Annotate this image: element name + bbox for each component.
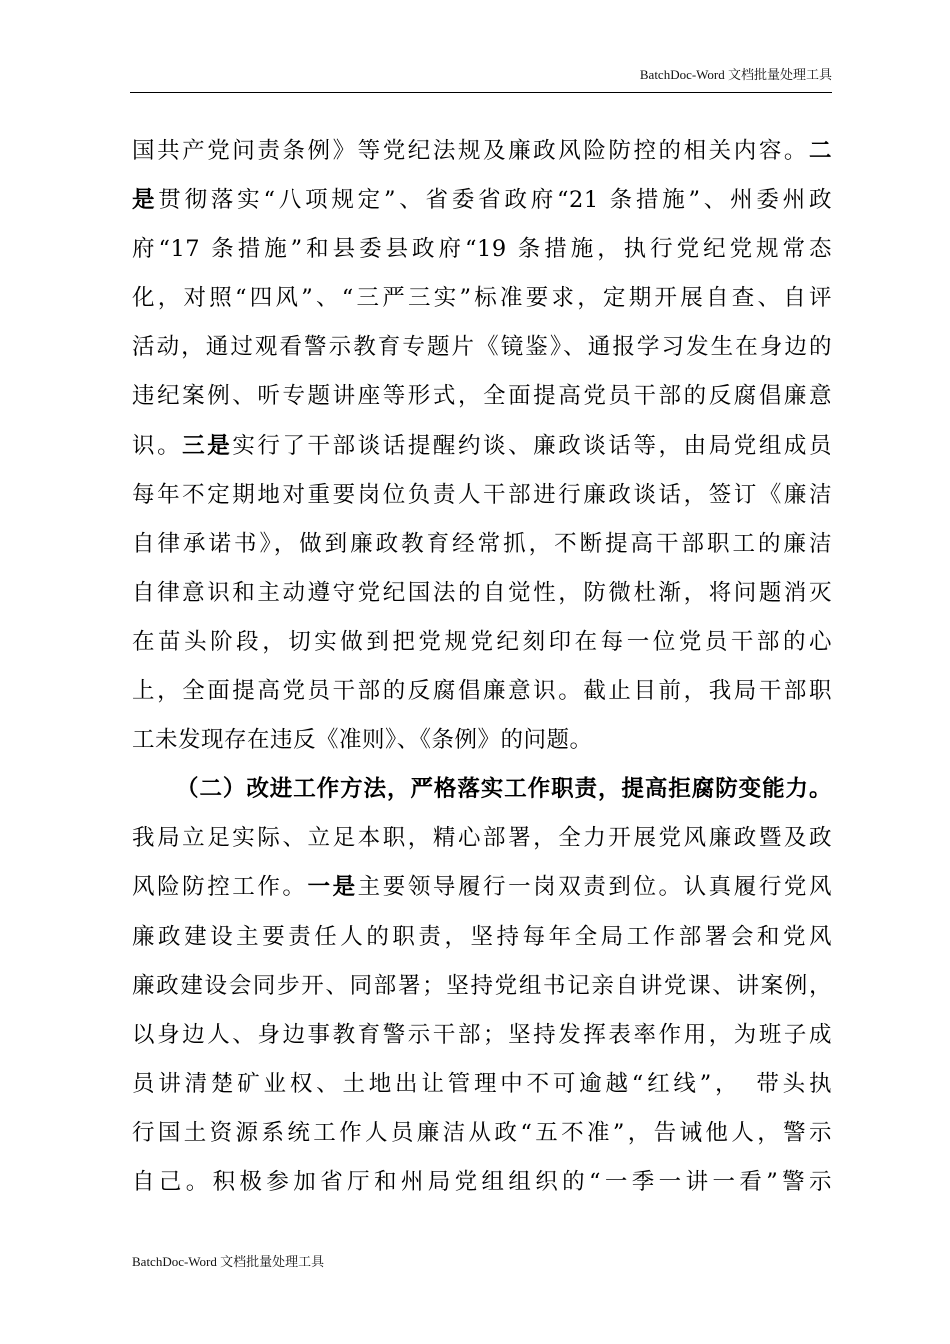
text-segment: 违纪案例、听专题讲座等形式，全面提高党员干部的反腐倡廉意 [132, 383, 832, 410]
text-line [132, 716, 832, 765]
text-line [132, 471, 832, 520]
text-line [132, 913, 832, 962]
text-line [132, 274, 832, 323]
page-header: BatchDoc-Word 文档批量处理工具 [639, 67, 832, 82]
text-segment: 自律承诺书》，做到廉政教育经常抓，不断提高干部职工的廉洁 [132, 530, 832, 557]
text-line [132, 962, 832, 1011]
text-segment: 每年不定期地对重要岗位负责人干部进行廉政谈话，签订《廉洁 [132, 481, 832, 508]
text-line [132, 863, 832, 912]
text-line [132, 422, 832, 471]
page-footer: BatchDoc-Word 文档批量处理工具 [132, 1254, 325, 1269]
bold-text-segment: 二 [808, 138, 832, 164]
text-segment: 主要领导履行一岗双责到位。认真履行党风 [357, 874, 832, 901]
text-line [132, 814, 832, 863]
text-line [132, 569, 832, 618]
text-line [132, 1060, 832, 1109]
text-line [132, 225, 832, 274]
text-segment: 风险防控工作。 [132, 874, 308, 901]
text-line [132, 618, 832, 667]
text-segment: 自律意识和主动遵守党纪国法的自觉性，防微杜渐，将问题消灭 [132, 579, 832, 606]
bold-text-segment: 三是 [182, 432, 233, 459]
text-segment: 活动，通过观看警示教育专题片《镜鉴》、通报学习发生在身边的 [132, 334, 832, 361]
text-segment: 识。 [132, 432, 183, 459]
text-segment: 我局立足实际、立足本职，精心部署，全力开展党风廉政暨及政 [132, 825, 832, 852]
text-line [132, 372, 832, 421]
text-line [132, 667, 832, 716]
header-divider [130, 92, 832, 93]
text-segment: 府“17 条措施”和县委县政府“19 条措施，执行党纪党规常态 [132, 236, 832, 263]
text-segment: 实行了干部谈话提醒约谈、廉政谈话等，由局党组成员 [232, 432, 832, 459]
text-line [132, 1011, 832, 1060]
document-body [132, 127, 832, 1207]
text-segment: 自己。积极参加省厅和州局党组组织的“一季一讲一看”警示 [132, 1168, 832, 1195]
text-segment: 工未发现存在违反《准则》、《条例》的问题。 [132, 727, 593, 754]
text-segment: 廉政建设会同步开、同部署；坚持党组书记亲自讲党课、讲案例， [132, 972, 832, 999]
bold-text-segment: （二）改进工作方法，严格落实工作职责，提高拒腐防变能力。 [176, 776, 832, 803]
bold-text-segment: 一是 [307, 874, 358, 901]
text-segment: 在苗头阶段，切实做到把党规党纪刻印在每一位党员干部的心 [132, 628, 832, 655]
text-segment: 上，全面提高党员干部的反腐倡廉意识。截止目前，我局干部职 [132, 678, 832, 705]
text-line [132, 1158, 832, 1207]
text-line [132, 176, 832, 225]
text-segment: 化，对照“四风”、“三严三实”标准要求，定期开展自查、自评 [132, 285, 832, 312]
text-segment: 廉政建设主要责任人的职责，坚持每年全局工作部署会和党风 [132, 923, 832, 950]
bold-text-segment: 是 [132, 187, 159, 214]
text-segment: 员讲清楚矿业权、土地出让管理中不可逾越“红线”， 带头执 [132, 1070, 832, 1097]
text-line [132, 1109, 832, 1158]
text-line [132, 765, 832, 814]
text-line [132, 323, 832, 372]
text-segment: 以身边人、身边事教育警示干部；坚持发挥表率作用，为班子成 [132, 1021, 832, 1048]
text-segment: 行国土资源系统工作人员廉洁从政“五不准”，告诫他人，警示 [132, 1119, 832, 1146]
text-line [132, 127, 832, 176]
text-segment: 贯彻落实“八项规定”、省委省政府“21 条措施”、州委州政 [158, 187, 832, 214]
text-segment: 国共产党问责条例》等党纪法规及廉政风险防控的相关内容。 [132, 138, 809, 164]
text-line [132, 520, 832, 569]
